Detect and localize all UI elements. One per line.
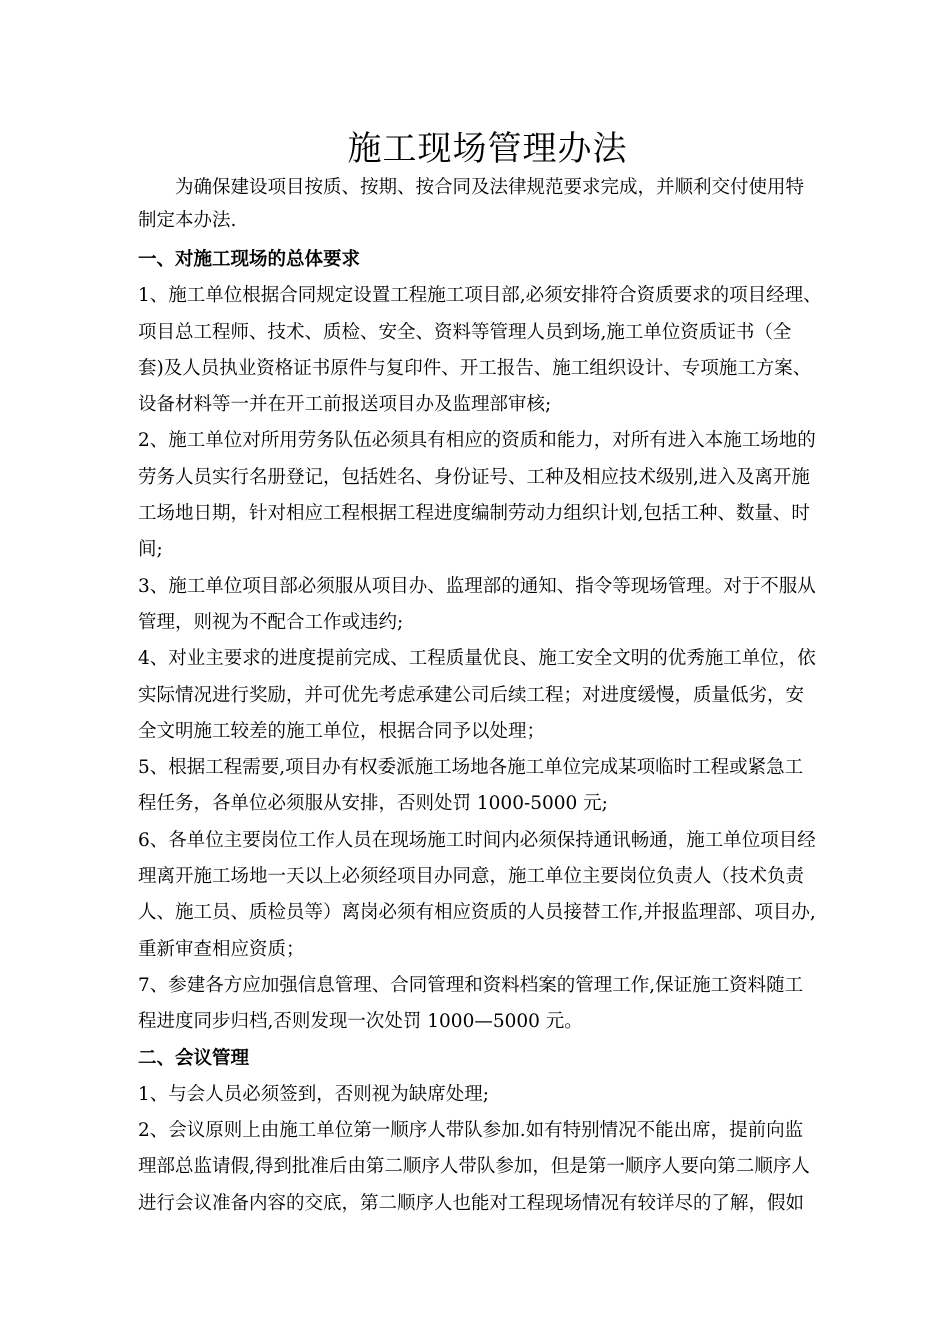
- paragraph-line: 间;: [138, 539, 163, 561]
- paragraph-line: 管理，则视为不配合工作或违约;: [138, 611, 404, 633]
- paragraph-line: 2、施工单位对所用劳务队伍必须具有相应的资质和能力，对所有进入本施工场地的: [138, 430, 816, 452]
- paragraph-line: 理部总监请假,得到批准后由第二顺序人带队参加，但是第一顺序人要向第二顺序人: [138, 1156, 810, 1178]
- paragraph-line: 程进度同步归档,否则发现一次处罚 1000—5000 元。: [138, 1011, 583, 1033]
- paragraph-line: 设备材料等一并在开工前报送项目办及监理部审核;: [138, 394, 552, 416]
- paragraph-line: 5、根据工程需要,项目办有权委派施工场地各施工单位完成某项临时工程或紧急工: [138, 757, 804, 779]
- paragraph-line: 6、各单位主要岗位工作人员在现场施工时间内必须保持通讯畅通，施工单位项目经: [138, 829, 816, 851]
- section-heading: 二、会议管理: [138, 1047, 250, 1069]
- paragraph-line: 套)及人员执业资格证书原件与复印件、开工报告、施工组织设计、专项施工方案、: [138, 357, 812, 379]
- paragraph-line: 项目总工程师、技术、质检、安全、资料等管理人员到场,施工单位资质证书（全: [138, 321, 792, 343]
- paragraph-line: 1、施工单位根据合同规定设置工程施工项目部,必须安排符合资质要求的项目经理、: [138, 285, 822, 307]
- paragraph-line: 理离开施工场地一天以上必须经项目办同意，施工单位主要岗位负责人（技术负责: [138, 866, 805, 888]
- document-title: 施工现场管理办法: [347, 129, 628, 169]
- paragraph-line: 工场地日期，针对相应工程根据工程进度编制劳动力组织计划,包括工种、数量、时: [138, 503, 810, 525]
- paragraph-line: 劳务人员实行名册登记，包括姓名、身份证号、工种及相应技术级别,进入及离开施: [138, 466, 810, 488]
- paragraph-line: 程任务，各单位必须服从安排，否则处罚 1000-5000 元;: [138, 793, 608, 815]
- paragraph-line: 7、参建各方应加强信息管理、合同管理和资料档案的管理工作,保证施工资料随工: [138, 974, 804, 996]
- paragraph-line: 3、施工单位项目部必须服从项目办、监理部的通知、指令等现场管理。对于不服从: [138, 575, 816, 597]
- paragraph-line: 重新审查相应资质；: [138, 938, 305, 960]
- paragraph-line: 2、会议原则上由施工单位第一顺序人带队参加.如有特别情况不能出席，提前向监: [138, 1120, 804, 1142]
- paragraph-line: 4、对业主要求的进度提前完成、工程质量优良、施工安全文明的优秀施工单位，依: [138, 648, 816, 670]
- intro-line: 制定本办法.: [138, 210, 237, 231]
- document-body: [138, 242, 843, 1222]
- paragraph-line: 进行会议准备内容的交底，第二顺序人也能对工程现场情况有较详尽的了解，假如: [138, 1192, 805, 1214]
- intro-paragraph: [138, 171, 838, 237]
- section-heading: 一、对施工现场的总体要求: [138, 249, 361, 270]
- paragraph-line: 人、施工员、质检员等）离岗必须有相应资质的人员接替工作,并报监理部、项目办,: [138, 902, 816, 924]
- paragraph-line: 实际情况进行奖励，并可优先考虑承建公司后续工程；对进度缓慢，质量低劣，安: [138, 684, 805, 706]
- paragraph-line: 全文明施工较差的施工单位，根据合同予以处理；: [138, 720, 546, 742]
- paragraph-line: 1、与会人员必须签到，否则视为缺席处理;: [138, 1083, 490, 1105]
- intro-line: 为确保建设项目按质、按期、按合同及法律规范要求完成，并顺利交付使用特: [175, 177, 805, 198]
